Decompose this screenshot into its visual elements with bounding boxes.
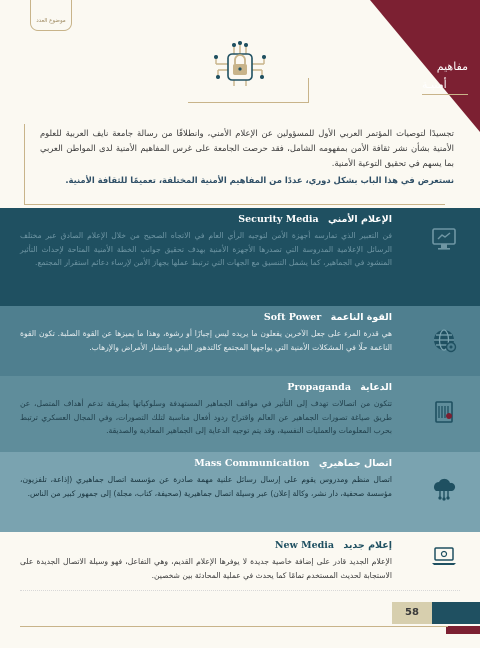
footer-rule [20,626,448,627]
footer-accent [446,626,480,634]
page-number: 58 [392,602,432,624]
footer-accent [432,602,480,624]
concept-text [20,312,392,354]
concept-title [20,214,392,225]
concept-title-ar: الدعاية [360,382,392,393]
megaphone-icon [430,398,458,426]
concept-title-ar: القوة الناعمة [330,312,392,323]
intro-highlight: نستعرض في هذا الباب بشكل دوري، عددًا من المفاهيم الأمنية المختلفة، تعميمًا للثقافة الأمنية. [65,175,454,185]
concept-title-ar: إعلام جديد [343,540,392,551]
concept-row [0,208,480,306]
gold-rule [308,78,309,103]
section-tab [30,0,72,31]
concept-title-ar: اتصال جماهيري [318,458,392,469]
corner-title-line1: مفاهيم [436,60,468,73]
lock-circuit-icon [210,40,270,88]
concept-title-en: Mass Communication [194,458,310,469]
cloud-network-icon [430,474,458,502]
intro-paragraph: تجسيدًا لتوصيات المؤتمر العربي الأول للمسؤولين عن الإعلام الأمني، وانطلاقًا من رسالة جامعة نايف العربية للعلوم الأمنية بشأن نشر ثقافة الأمن بمفهومه الشامل، فقد حرصت الجامعة على غرس المفاهيم الأمنية لدى المواطن العربي بما يسهم في تحقيق التوعية الأمنية. [40,128,454,168]
concept-title-en: Propaganda [287,382,351,393]
concept-title-en: Soft Power [263,312,322,323]
section-label: موضوع العدد [36,18,66,24]
laptop-icon [430,542,458,570]
concept-text [20,214,392,270]
corner-title [388,58,468,95]
concept-title-en: Security Media [238,214,319,225]
concept-row [0,452,480,532]
concept-title [20,458,392,469]
concept-title [20,540,392,551]
globe-gear-icon [430,326,458,354]
concept-body: اتصال منظم ومدروس يقوم على إرسال رسائل علنية مهمة صادرة عن مؤسسة اتصال جماهيري (إذاعة، تلفزيون، مؤسسة صحفية، دار نشر، وكالة إعلان) عبر وسيلة اتصال جماهيرية (صحيفة، كتاب، مجلة) إلى جمهور كبير من الناس. [20,475,392,498]
gold-rule [188,102,308,103]
corner-title-line2: أمنيـة [422,76,468,95]
concept-title-en: New Media [274,540,335,551]
divider [20,590,460,591]
concept-text [20,458,392,500]
concept-title-ar: الإعلام الأمني [327,214,392,225]
concept-row [0,306,480,376]
concept-body: فن التعبير الذي تمارسه أجهزة الأمن لتوجيه الرأي العام في الاتجاه الصحيح من خلال الإعلام الصادق عبر مختلف الرسائل الإعلامية المدروسة التي تصدرها الأجهزة الأمنية بهدف تحقيق جوانب الخطة الأمنية المتاحة لإحداث التأثير المنشود في الجماهير، كما يشمل التنسيق مع الجهات التي ترتبط عملها بجهاز الأمن لإرساء دعائم استقرار المجتمع. [20,231,392,267]
concept-body: الإعلام الجديد قادر على إضافة خاصية جديدة لا يوفرها الإعلام القديم، وهي التفاعل، فهو وسيلة الاتصال الجديدة على الاستجابة لحديث المستخدم تمامًا كما يحدث في عملية المحادثة بين شخصين. [20,557,392,580]
concept-title [20,382,392,393]
monitor-screen-icon [430,224,458,252]
concept-row [0,376,480,452]
concept-text [20,540,392,582]
concept-body: هي قدرة المرء على جعل الآخرين يفعلون ما يريده ليس إجبارًا أو رشوة، وهذا ما يميزها عن القوة الصلبة. تكون القوة الناعمة حلًا في المشكلات الأمنية التي يواجهها المجتمع كالتدهور البيئي وانتشار الأمراض والإرهاب. [20,329,392,352]
intro-text [40,126,454,188]
concept-text [20,382,392,438]
concept-row [0,532,480,602]
concept-title [20,312,392,323]
concept-body: تتكون من اتصالات تهدف إلى التأثير في مواقف الجماهير المستهدفة وسلوكياتها بطريقة تدعم أهداف المتصل، عن طريق صياغة تصورات الجماهير عن العالم واقتراح ردود أفعال مناسبة لتلك التصورات، وفي المجال العسكري ترتبط بحرب المعلومات والعمليات النفسية، وقد يتم توجيه الدعاية إلى الجماهير المعادية والصديقة. [20,399,392,435]
